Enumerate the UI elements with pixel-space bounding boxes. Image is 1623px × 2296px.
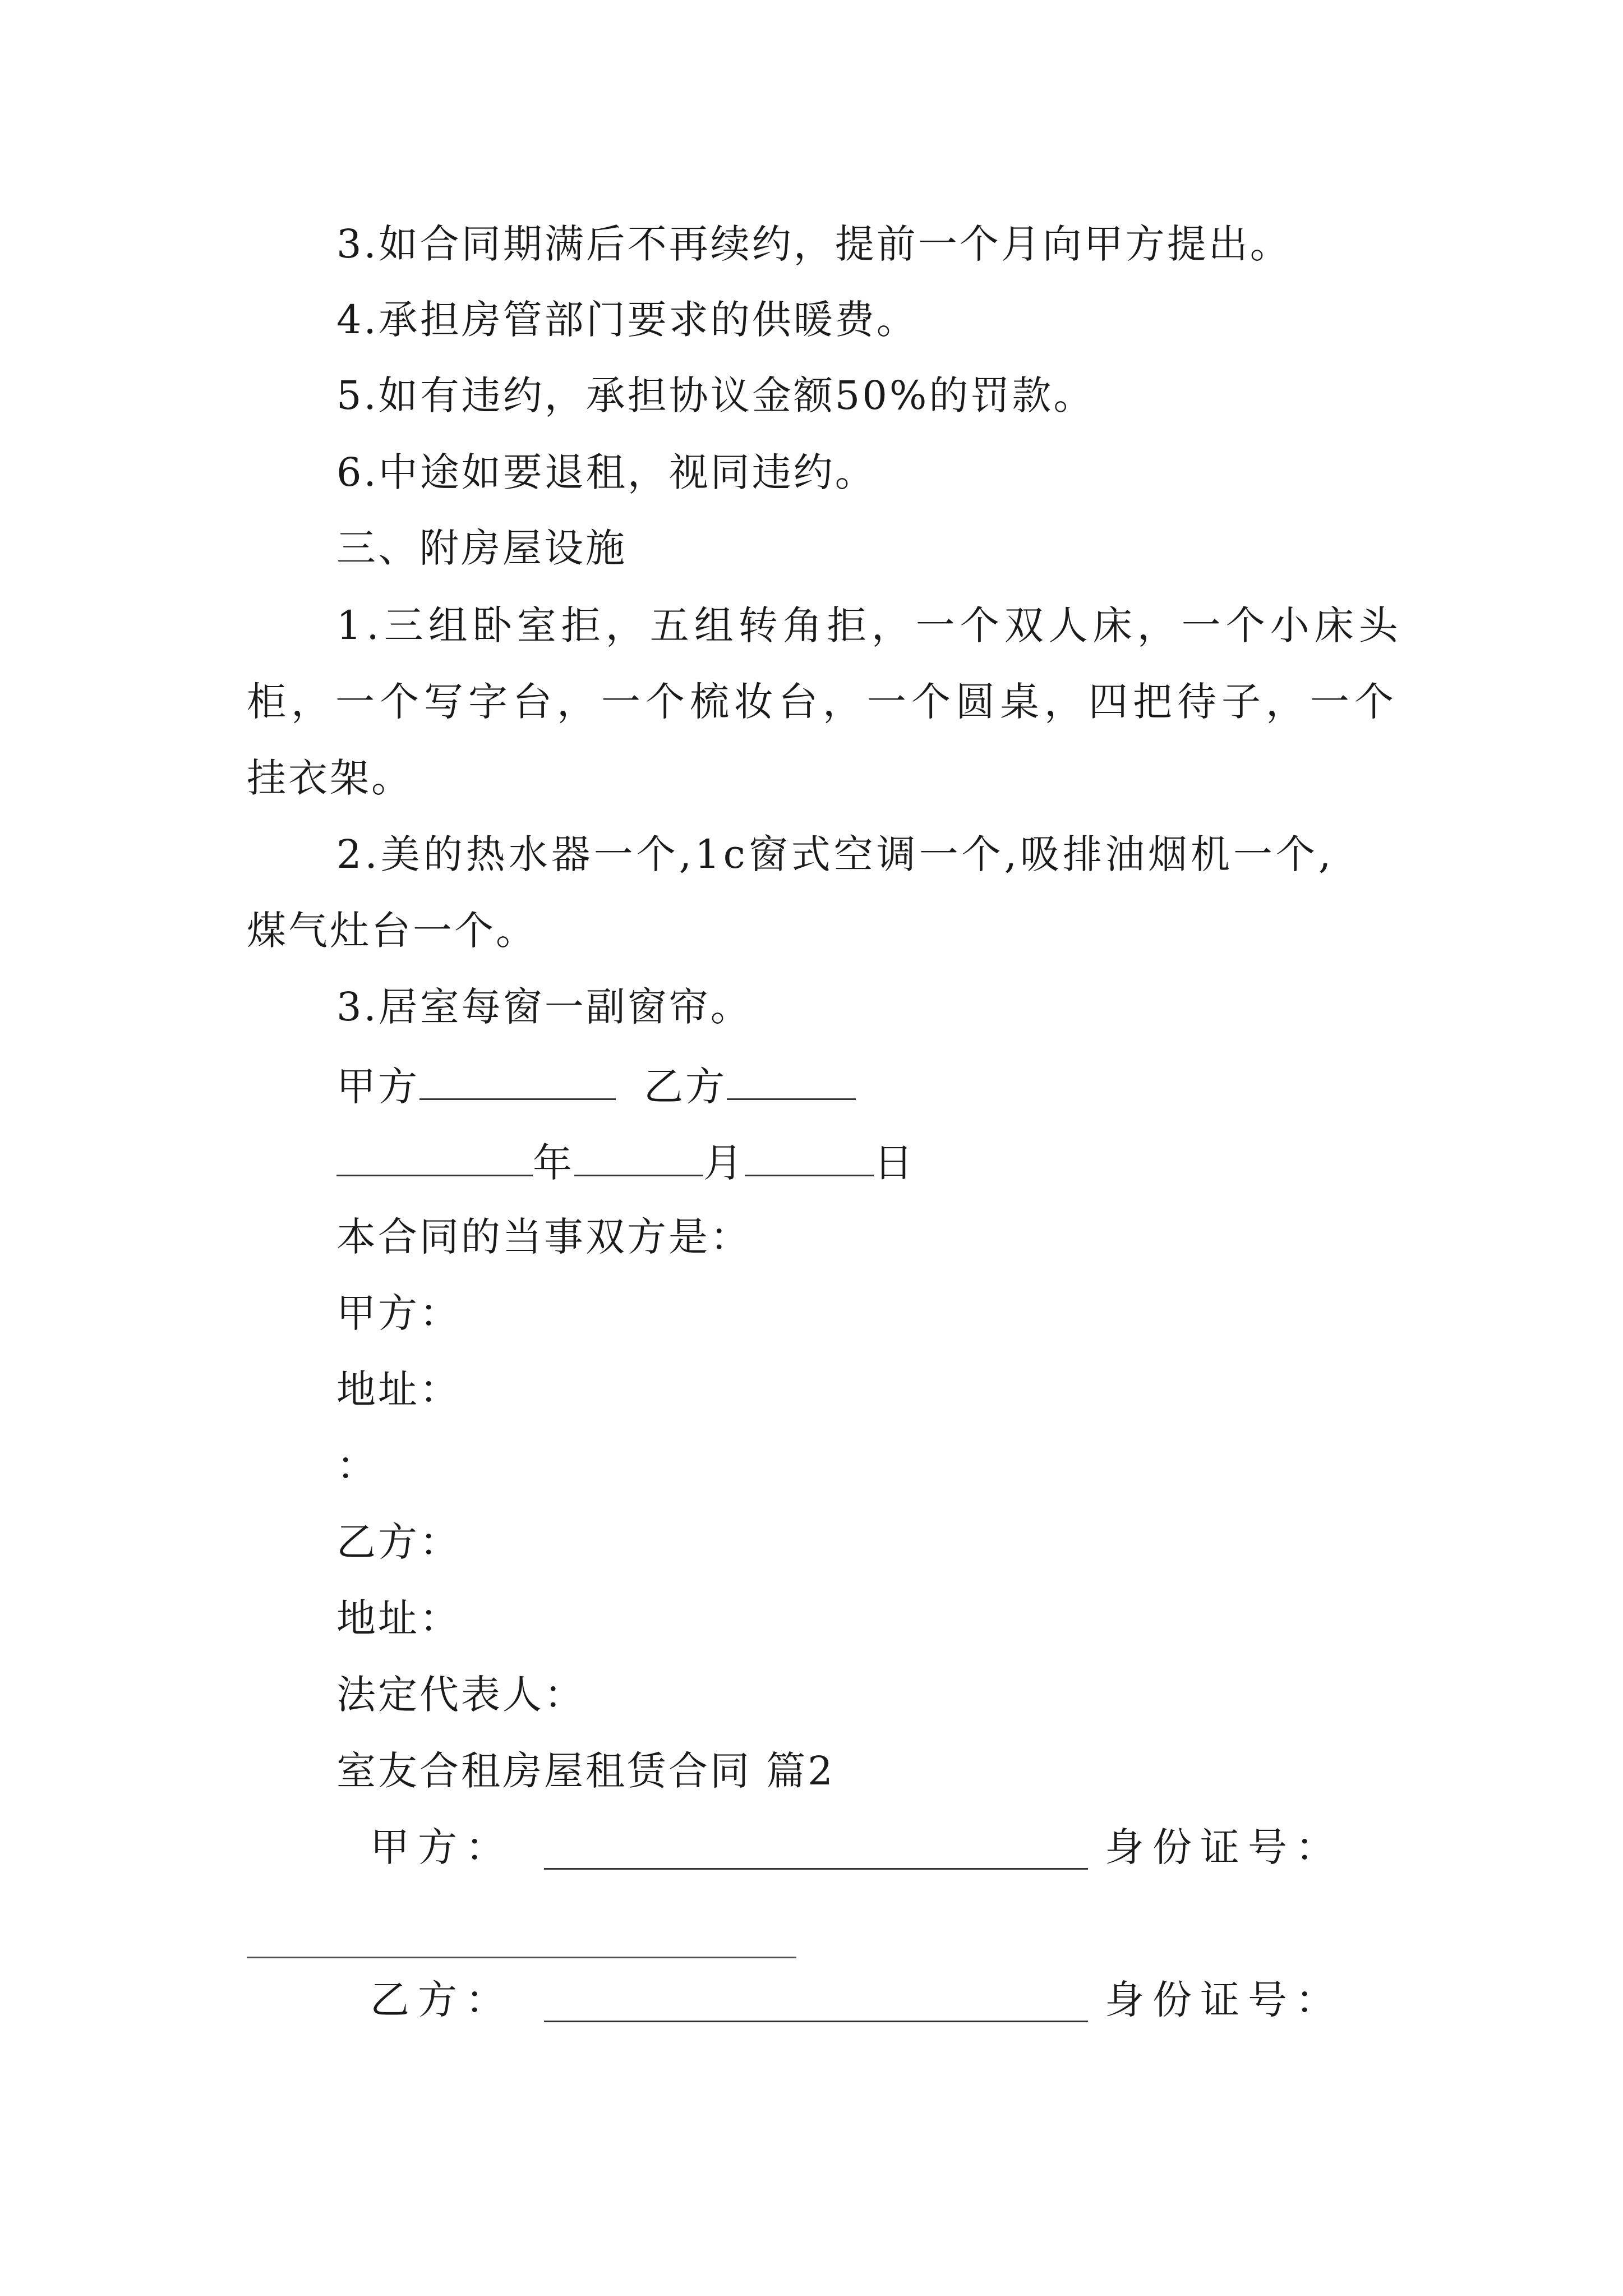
- clause-5: 5.如有违约，承担协议金额50%的罚款。: [336, 372, 1095, 418]
- party-b-sign-blank: [727, 1065, 856, 1100]
- party-b-field: 乙方：: [336, 1519, 461, 1565]
- id-row-a-id-label: 身份证号：: [1105, 1824, 1343, 1870]
- facility-1-line-3: 挂衣架。: [247, 755, 413, 801]
- party-b-address-field: 地址：: [336, 1595, 461, 1641]
- blank-colon-field: ：: [336, 1443, 378, 1489]
- day-blank: [745, 1141, 874, 1176]
- party-b-sign-label: 乙方: [644, 1064, 727, 1110]
- party-a-sign-label: 甲方: [336, 1064, 419, 1110]
- clause-4: 4.承担房管部门要求的供暖费。: [336, 297, 918, 343]
- parties-intro: 本合同的当事双方是：: [336, 1214, 751, 1260]
- id-row-a-name-blank: [544, 1868, 1088, 1870]
- id-row-a-id-blank: [247, 1957, 796, 1958]
- party-a-sign-blank: [419, 1065, 616, 1100]
- id-row-a-label: 甲方：: [370, 1824, 513, 1870]
- month-blank: [574, 1141, 703, 1176]
- facility-2-line-2: 煤气灶台一个。: [247, 908, 537, 954]
- facility-3: 3.居室每窗一副窗帘。: [336, 984, 752, 1030]
- party-a-address-field: 地址：: [336, 1366, 461, 1412]
- clause-6: 6.中途如要退租，视同违约。: [336, 449, 877, 495]
- legal-representative-field: 法定代表人：: [336, 1672, 585, 1718]
- section-heading-facilities: 三、附房屋设施: [336, 525, 627, 571]
- day-label: 日: [874, 1140, 915, 1186]
- party-a-field: 甲方：: [336, 1290, 461, 1336]
- year-blank: [336, 1141, 533, 1176]
- id-row-b-label: 乙方：: [370, 1977, 513, 2023]
- signature-line: [336, 1064, 856, 1110]
- section-title: 室友合租房屋租赁合同 篇2: [336, 1748, 835, 1794]
- clause-3: 3.如合同期满后不再续约，提前一个月向甲方提出。: [336, 221, 1292, 267]
- month-label: 月: [703, 1140, 745, 1186]
- date-line: [336, 1140, 915, 1186]
- facility-1-line-1: 1.三组卧室拒，五组转角拒，一个双人床，一个小床头: [336, 602, 1403, 648]
- id-row-b-id-label: 身份证号：: [1105, 1977, 1343, 2023]
- facility-1-line-2: 柜，一个写字台，一个梳妆台，一个圆桌，四把待子，一个: [247, 679, 1399, 725]
- id-row-b-name-blank: [544, 2021, 1088, 2022]
- facility-2-line-1: 2.美的热水器一个,1c窗式空调一个,吸排油烟机一个,: [336, 831, 1335, 877]
- year-label: 年: [533, 1140, 574, 1186]
